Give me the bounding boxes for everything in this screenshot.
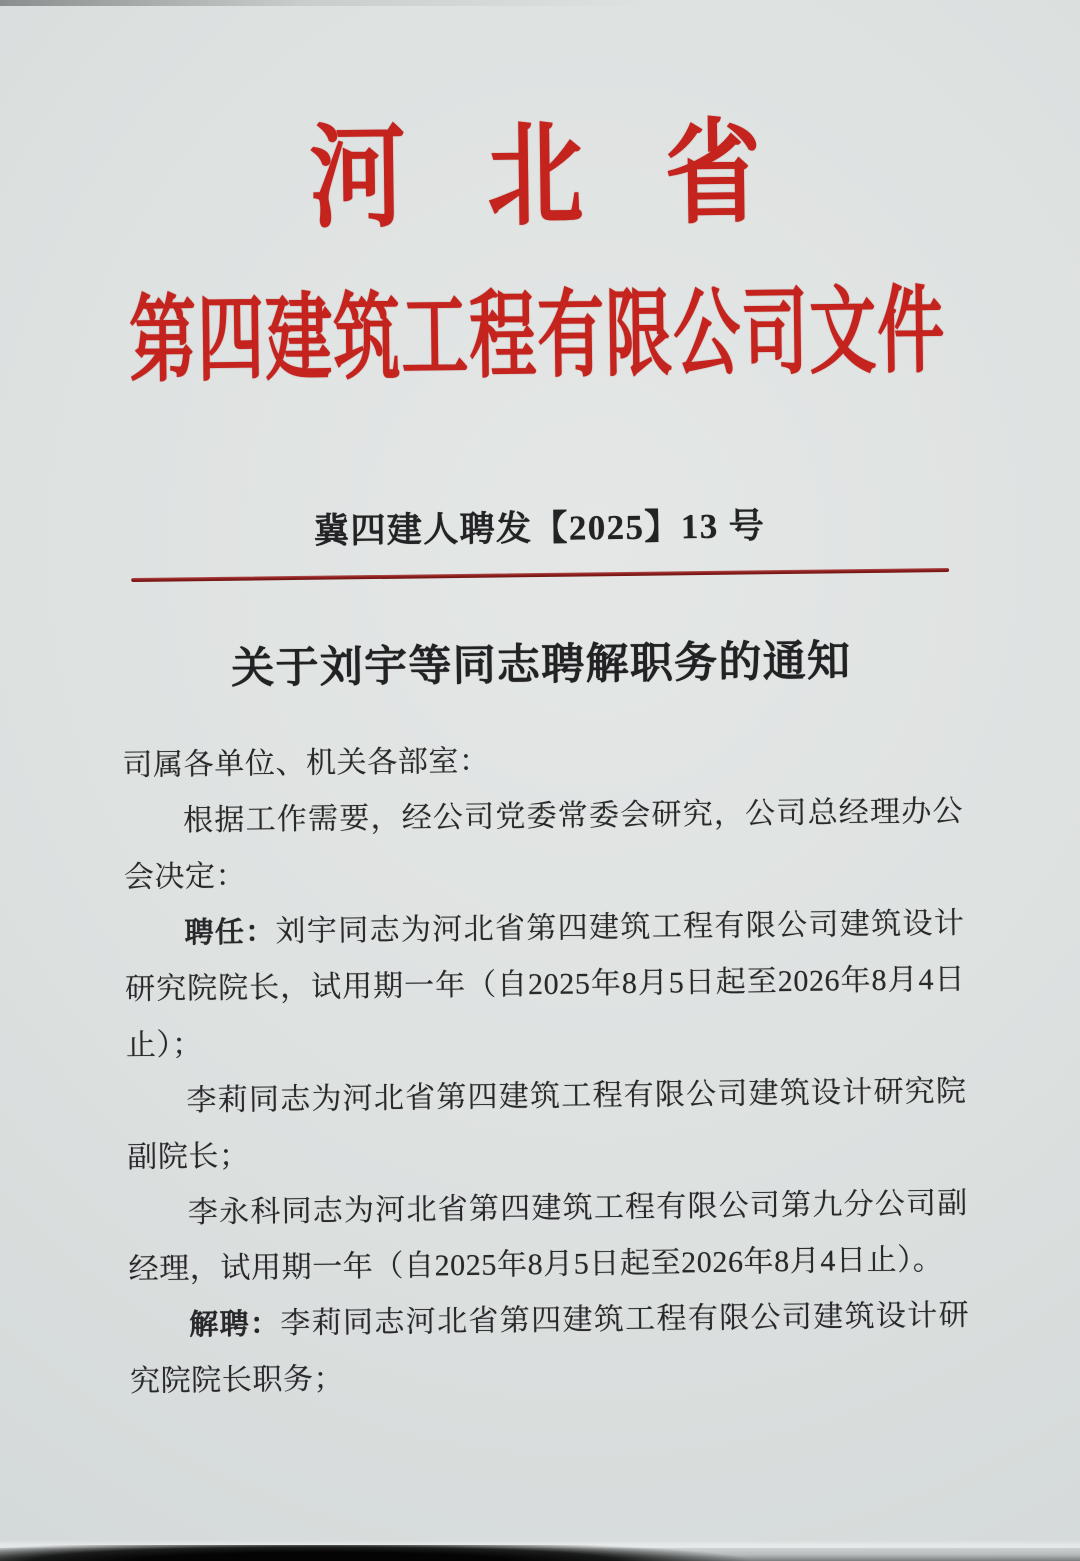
red-divider-line <box>131 568 949 582</box>
dismissal-lili-text: 李莉同志河北省第四建筑工程有限公司建筑设计研究院院长职务； <box>129 1298 970 1398</box>
salutation-line: 司属各单位、机关各部室： <box>122 744 490 782</box>
paragraph-intro: 根据工作需要，经公司党委常委会研究，公司总经理办公会决定： <box>123 794 964 894</box>
letterhead-region-line: 河 北 省 <box>308 109 791 242</box>
paragraph-dismissal <box>129 1287 970 1409</box>
paragraph-appointment-lili: 李莉同志为河北省第四建筑工程有限公司建筑设计研究院副院长； <box>127 1074 967 1174</box>
letterhead-org-line: 第四建筑工程有限公司文件 <box>128 279 946 395</box>
bottom-paper-edge <box>0 1545 1080 1561</box>
appointment-lead-label: 聘任： <box>184 915 276 949</box>
paragraph-appointment-liuyu <box>124 895 966 1073</box>
paragraph-appointment-liyongke: 李永科同志为河北省第四建筑工程有限公司第九分公司副经理，试用期一年（自2025年8月5日起至2026年8月4日止）。 <box>128 1186 969 1286</box>
document-body <box>122 727 970 1409</box>
dismissal-lead-label: 解聘： <box>189 1307 281 1341</box>
appointment-liuyu-text: 刘宇同志为河北省第四建筑工程有限公司建筑设计研究院院长，试用期一年（自2025年8月5日起至2026年8月4日止）； <box>124 906 966 1062</box>
reference-number: 冀四建人聘发【2025】13 号 <box>313 506 766 551</box>
document-title: 关于刘宇等同志聘解职务的通知 <box>230 637 852 693</box>
